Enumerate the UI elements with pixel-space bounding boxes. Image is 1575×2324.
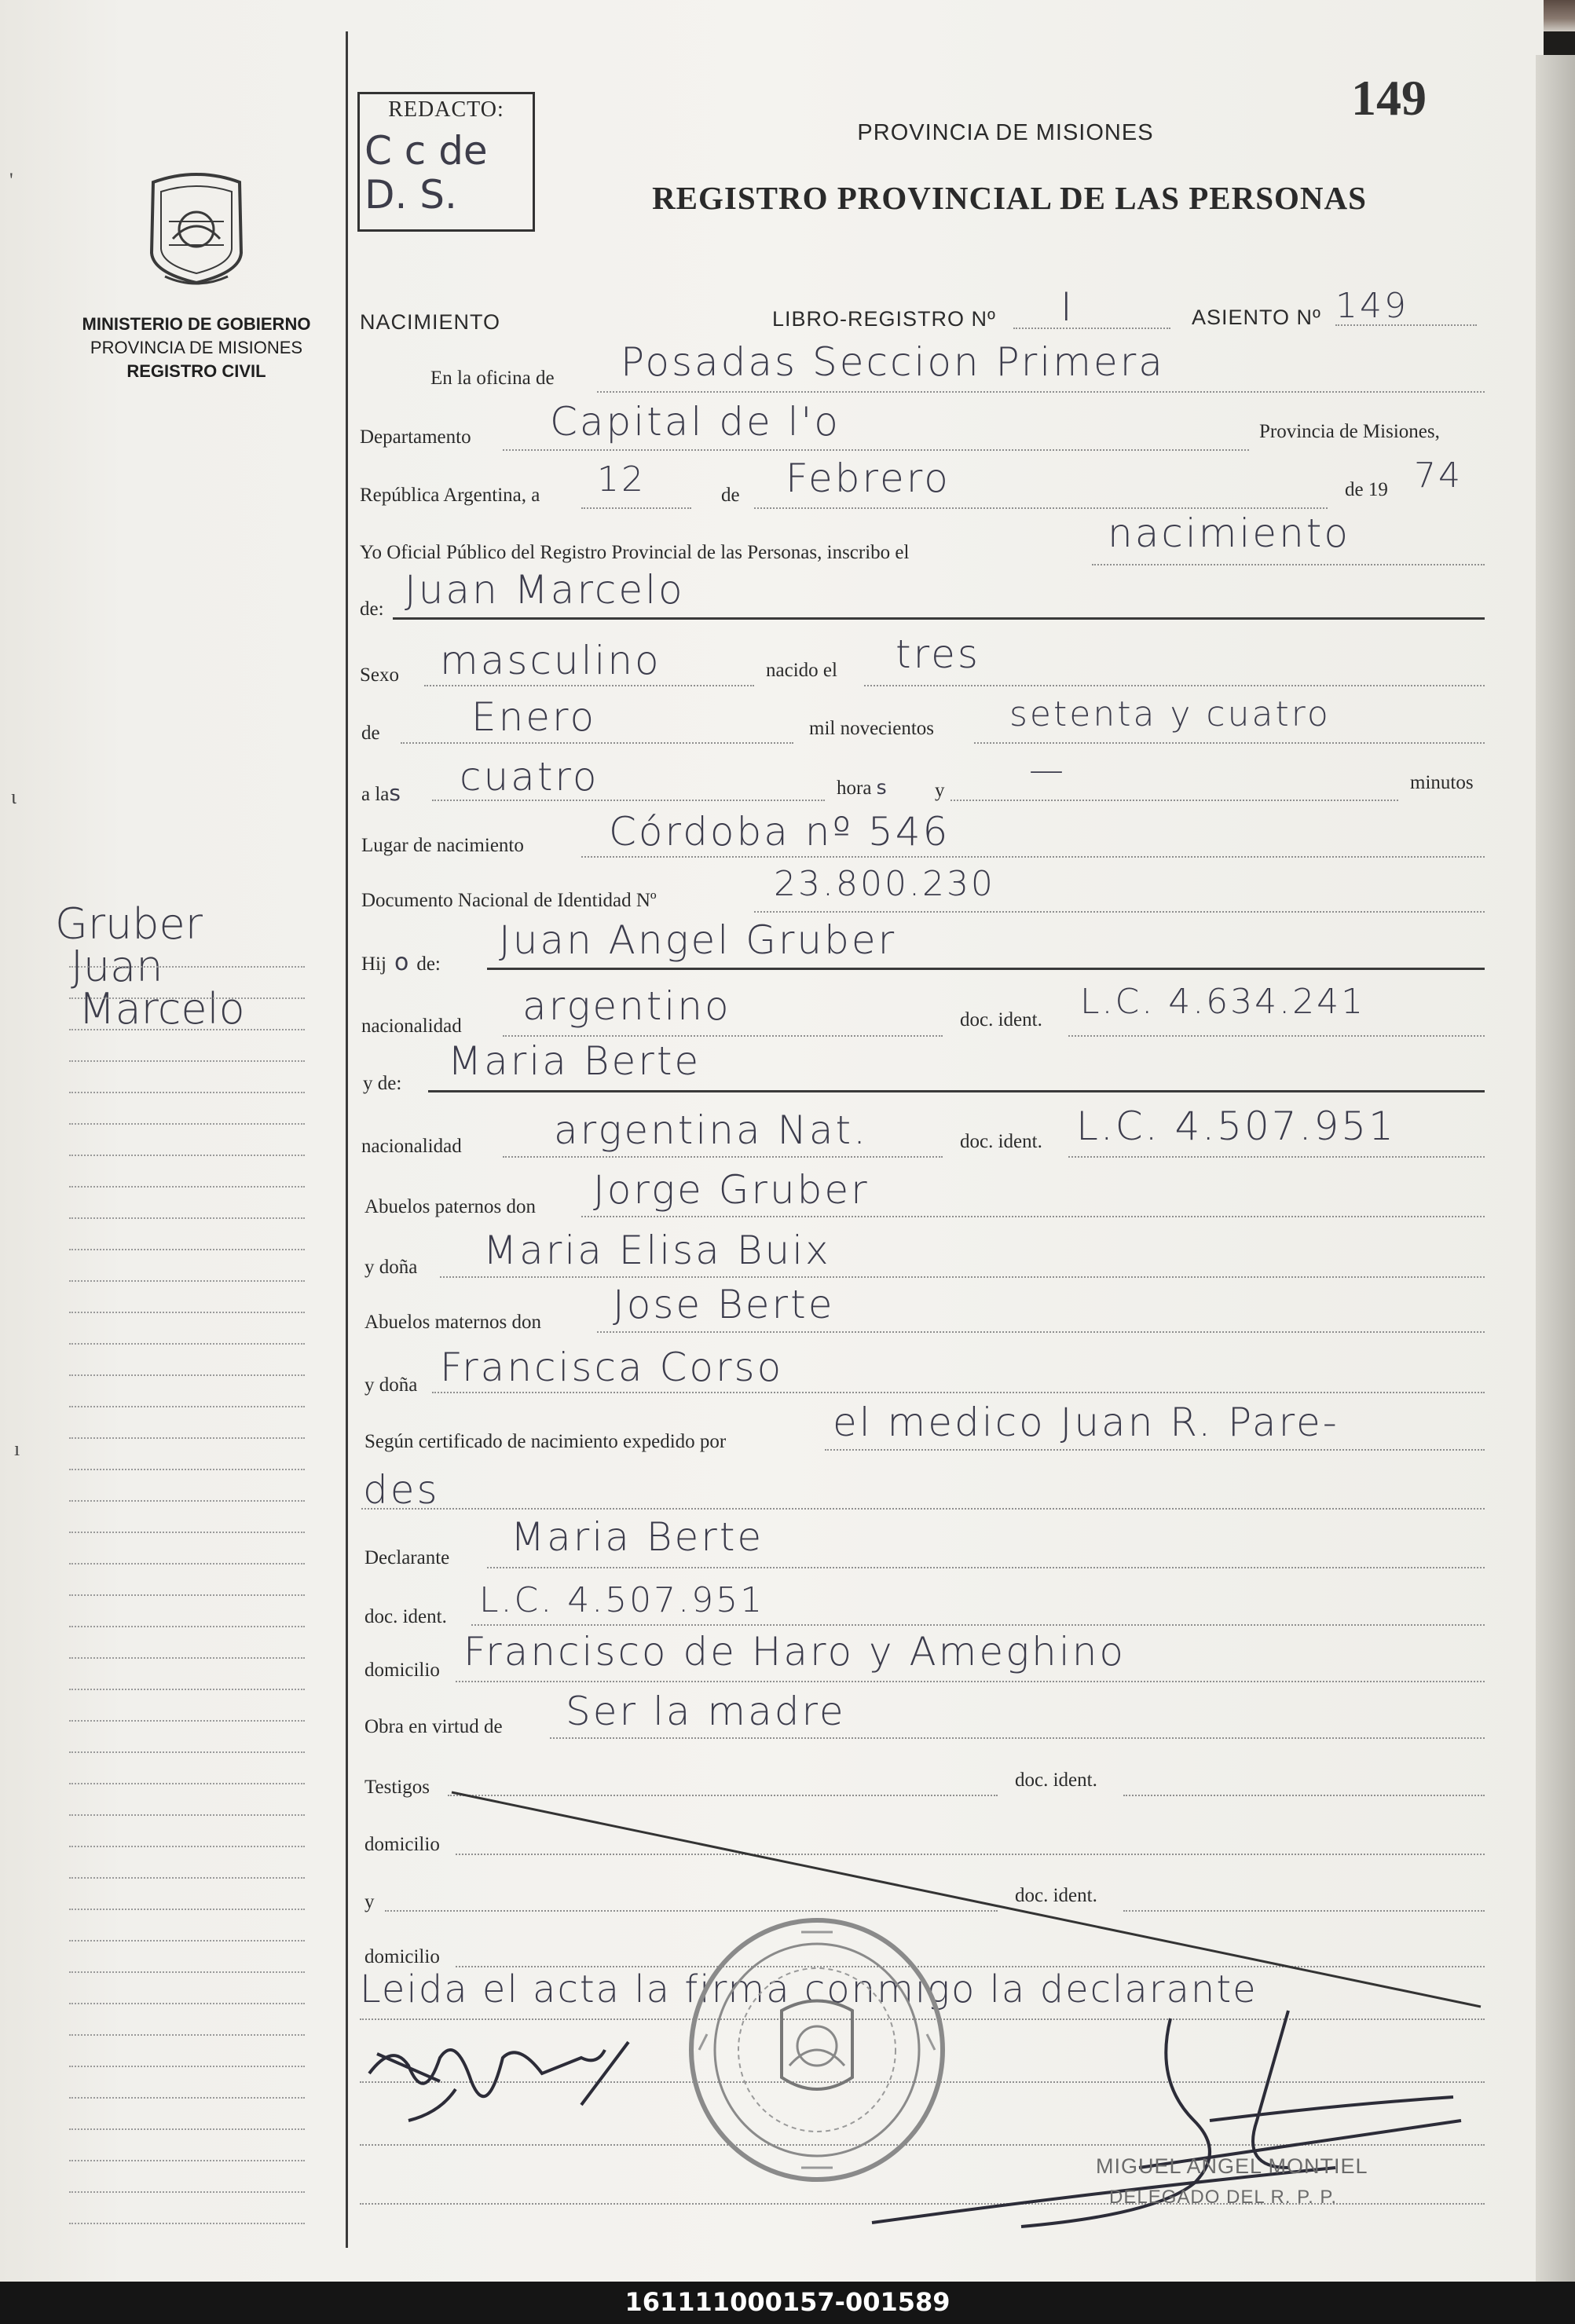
domicile-label: domicilio (364, 1660, 440, 1681)
nationality-label: nacionalidad (361, 1016, 462, 1037)
book-value: I (1060, 284, 1075, 330)
margin-tick: ı (14, 1437, 20, 1460)
father-name: Juan Angel Gruber (499, 917, 897, 963)
witness-doc-label: doc. ident. (1015, 1770, 1097, 1791)
born-month: Enero (471, 694, 597, 740)
dni-label: Documento Nacional de Identidad Nº (361, 890, 657, 911)
folio-number: 149 (1351, 70, 1427, 126)
at-label-suffix: s (389, 780, 401, 806)
redacto-value-line-2: D. S. (364, 172, 457, 218)
place-label: Lugar de nacimiento (361, 835, 524, 856)
witnesses-label: Testigos (364, 1777, 430, 1798)
minutes-label: minutos (1410, 772, 1474, 793)
declarant-doc: L.C. 4.507.951 (479, 1580, 765, 1620)
dni-value: 23.800.230 (774, 864, 995, 904)
declarant-signature (369, 2042, 628, 2121)
de-label: de (721, 485, 740, 506)
of-label: de: (360, 598, 384, 620)
sex-value: masculino (440, 638, 661, 683)
province-title: PROVINCIA DE MISIONES (857, 120, 1154, 145)
book-label: LIBRO-REGISTRO Nº (772, 307, 996, 331)
hour-label-suffix: s (876, 776, 887, 799)
republic-label: República Argentina, a (360, 485, 540, 506)
year-suffix: 74 (1414, 456, 1463, 496)
day-value: 12 (597, 459, 646, 500)
witness2-domicile-label: domicilio (364, 1946, 440, 1967)
pat-grandfather: Jorge Gruber (593, 1167, 870, 1213)
certificate-value-line-2: des (363, 1467, 440, 1513)
entry-value: 149 (1335, 286, 1408, 326)
born-day: tres (896, 631, 980, 677)
domicile-value: Francisco de Haro y Ameghino (463, 1629, 1126, 1674)
pat-grandmother-label: y doña (364, 1257, 418, 1278)
mat-grandfather: Jose Berte (613, 1282, 835, 1327)
born-label: nacido el (766, 660, 837, 681)
virtue-value: Ser la madre (566, 1689, 846, 1734)
ministry-line-1: MINISTERIO DE GOBIERNO (82, 314, 311, 334)
closing-text: Leida el acta la firma conmigo la declarante (360, 1967, 1258, 2011)
redacto-label: REDACTO: (388, 97, 504, 122)
office-value: Posadas Seccion Primera (621, 339, 1165, 385)
certificate-value-line-1: el medico Juan R. Pare- (833, 1400, 1339, 1445)
pat-grandfather-label: Abuelos paternos don (364, 1196, 537, 1217)
nationality2-label: nacionalidad (361, 1136, 462, 1157)
pat-grandmother: Maria Elisa Buix (483, 1228, 831, 1273)
ministry-line-3: REGISTRO CIVIL (126, 361, 266, 381)
official-name: MIGUEL ANGEL MONTIEL (1096, 2154, 1368, 2178)
child-of-label-b: de: (416, 953, 441, 975)
virtue-label: Obra en virtud de (364, 1716, 503, 1737)
father-nationality: argentino (522, 983, 731, 1029)
mother-name: Maria Berte (448, 1038, 701, 1084)
thousand-label: mil novecientos (809, 718, 934, 739)
child-of-suffix: o (394, 949, 409, 976)
hour-value: cuatro (460, 754, 599, 800)
office-label: En la oficina de (430, 368, 555, 389)
margin-tick: ' (9, 169, 13, 192)
born-year-words: setenta y cuatro (1009, 694, 1331, 734)
doc-label: doc. ident. (960, 1009, 1042, 1030)
mother-nationality: argentina Nat. (554, 1107, 869, 1153)
child-name: Juan Marcelo (405, 567, 685, 613)
witness2-label: y (364, 1891, 375, 1912)
witness2-doc-label: doc. ident. (1015, 1885, 1097, 1906)
entry-label: ASIENTO Nº (1192, 306, 1321, 329)
province-suffix: Provincia de Misiones, (1259, 421, 1440, 442)
registry-title: REGISTRO PROVINCIAL DE LAS PERSONAS (652, 180, 1367, 216)
at-label-text: a la (361, 784, 390, 805)
margin-name-line-1: Gruber (55, 899, 203, 949)
mother-doc: L.C. 4.507.951 (1076, 1103, 1396, 1149)
declarant-label: Declarante (364, 1547, 450, 1568)
margin-name-line-2: Juan (71, 942, 163, 991)
and-label: y (935, 780, 945, 801)
department-value: Capital de l'o (550, 399, 841, 445)
place-value: Córdoba nº 546 (609, 809, 950, 855)
margin-tick: ɩ (11, 785, 16, 808)
department-label: Departamento (360, 426, 471, 448)
de2-label: de (361, 723, 380, 744)
declarant-value: Maria Berte (511, 1514, 764, 1560)
hour-label-text: hora (837, 778, 872, 799)
sex-label: Sexo (360, 664, 399, 686)
certificate-label: Según certificado de nacimiento expedido por (364, 1431, 727, 1452)
official-role: DELEGADO DEL R. P. P. (1109, 2187, 1338, 2208)
and-of-label: y de: (363, 1073, 402, 1094)
mat-grandmother: Francisca Corso (440, 1345, 784, 1390)
margin-name-line-3: Marcelo (79, 984, 245, 1034)
redacto-value-line-1: C c de (364, 128, 488, 174)
month-value: Febrero (786, 456, 950, 501)
year-prefix: de 19 (1345, 479, 1388, 500)
mat-grandmother-label: y doña (364, 1374, 418, 1396)
act-value: nacimiento (1108, 511, 1350, 556)
declarant-doc-label: doc. ident. (364, 1606, 447, 1627)
child-of-label-a: Hij (361, 953, 386, 975)
father-doc: L.C. 4.634.241 (1080, 982, 1366, 1022)
ministry-line-2: PROVINCIA DE MISIONES (90, 338, 303, 357)
record-type-label: NACIMIENTO (360, 310, 501, 334)
officer-text: Yo Oficial Público del Registro Provincial de las Personas, inscribo el (360, 542, 910, 563)
mat-grandfather-label: Abuelos maternos don (364, 1312, 541, 1333)
document-id: 161111000157-001589 (625, 2287, 950, 2317)
minutes-value: — (1029, 750, 1066, 790)
doc2-label: doc. ident. (960, 1131, 1042, 1152)
witness-domicile-label: domicilio (364, 1834, 440, 1855)
witness-cancel-stroke (452, 1792, 1481, 2007)
